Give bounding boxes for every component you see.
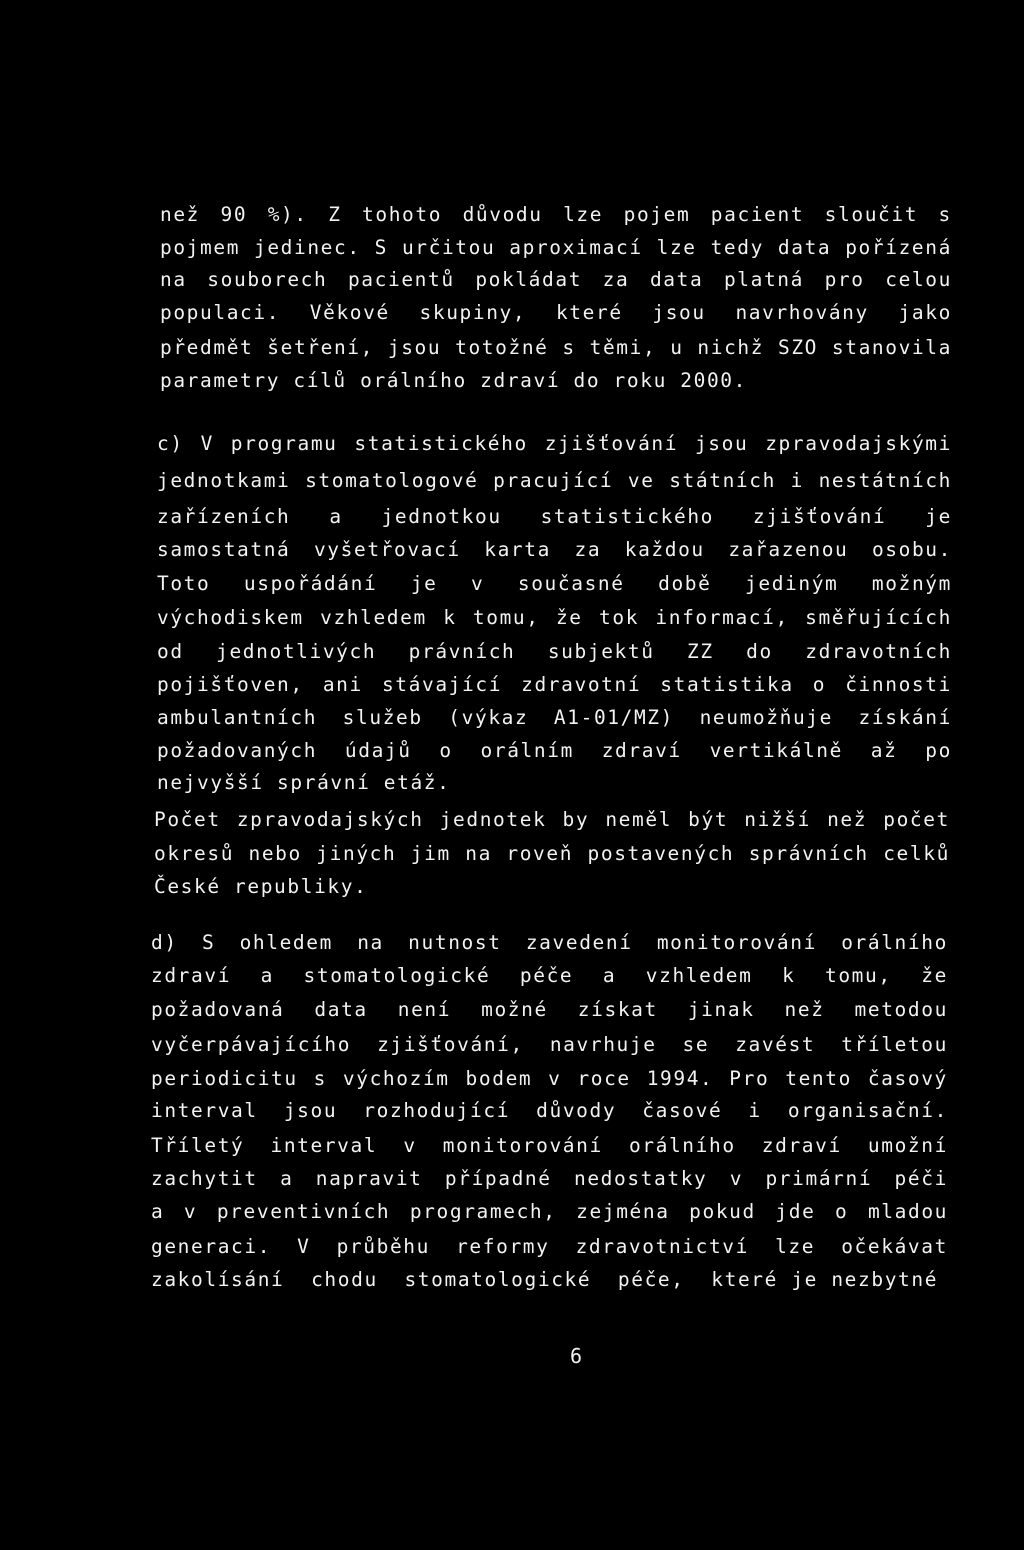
text-line: nejvyšší správní etáž. <box>157 771 451 794</box>
text-line: samostatná vyšetřovací karta za každou zařazenou osobu. <box>157 538 952 561</box>
text-line: c) V programu statistického zjišťování jsou zpravodajskými <box>157 432 952 455</box>
text-line: předmět šetření, jsou totožné s těmi, u nichž SZO stanovila <box>160 336 952 359</box>
text-line: okresů nebo jiných jim na roveň postavených správních celků <box>154 842 950 865</box>
text-line: populaci. Věkové skupiny, které jsou navrhovány jako <box>160 301 952 324</box>
text-line: generaci. V průběhu reformy zdravotnictví lze očekávat <box>151 1235 948 1258</box>
text-line: požadovaných údajů o orálním zdraví vertikálně až po <box>157 739 952 762</box>
text-line: než 90 %). Z tohoto důvodu lze pojem pacient sloučit s <box>160 203 952 226</box>
text-line: východiskem vzhledem k tomu, že tok informací, směřujících <box>157 606 952 629</box>
text-line: zachytit a napravit případné nedostatky v primární péči <box>151 1167 948 1190</box>
text-line: Tříletý interval v monitorování orálního zdraví umožní <box>151 1134 948 1157</box>
text-line: pojišťoven, ani stávající zdravotní statistika o činnosti <box>157 673 952 696</box>
text-line: Toto uspořádání je v současné době jediným možným <box>157 572 952 595</box>
text-line: požadovaná data není možné získat jinak než metodou <box>151 998 948 1021</box>
text-line: vyčerpávajícího zjišťování, navrhuje se zavést tříletou <box>151 1033 948 1056</box>
text-line: České republiky. <box>154 875 368 898</box>
text-line: zakolísání chodu stomatologické péče, které je nezbytné <box>151 1268 939 1291</box>
text-line: periodicitu s výchozím bodem v roce 1994. Pro tento časový <box>151 1067 948 1090</box>
text-line: ambulantních služeb (výkaz A1-01/MZ) neumožňuje získání <box>157 706 952 729</box>
text-line: zdraví a stomatologické péče a vzhledem k tomu, že <box>151 964 948 987</box>
text-line: zařízeních a jednotkou statistického zjišťování je <box>157 505 952 528</box>
text-line: jednotkami stomatologové pracující ve státních i nestátních <box>157 469 952 492</box>
text-line: pojmem jedinec. S určitou aproximací lze tedy data pořízená <box>160 236 952 259</box>
text-line: parametry cílů orálního zdraví do roku 2000. <box>160 369 747 392</box>
text-line: d) S ohledem na nutnost zavedení monitorování orálního <box>151 931 948 954</box>
text-line: na souborech pacientů pokládat za data platná pro celou <box>160 268 952 291</box>
text-line: a v preventivních programech, zejména pokud jde o mladou <box>151 1200 948 1223</box>
page-number: 6 <box>569 1344 583 1368</box>
text-line: Počet zpravodajských jednotek by neměl být nižší než počet <box>154 808 950 831</box>
text-line: interval jsou rozhodující důvody časové i organisační. <box>151 1099 948 1122</box>
text-line: od jednotlivých právních subjektů ZZ do zdravotních <box>157 640 952 663</box>
